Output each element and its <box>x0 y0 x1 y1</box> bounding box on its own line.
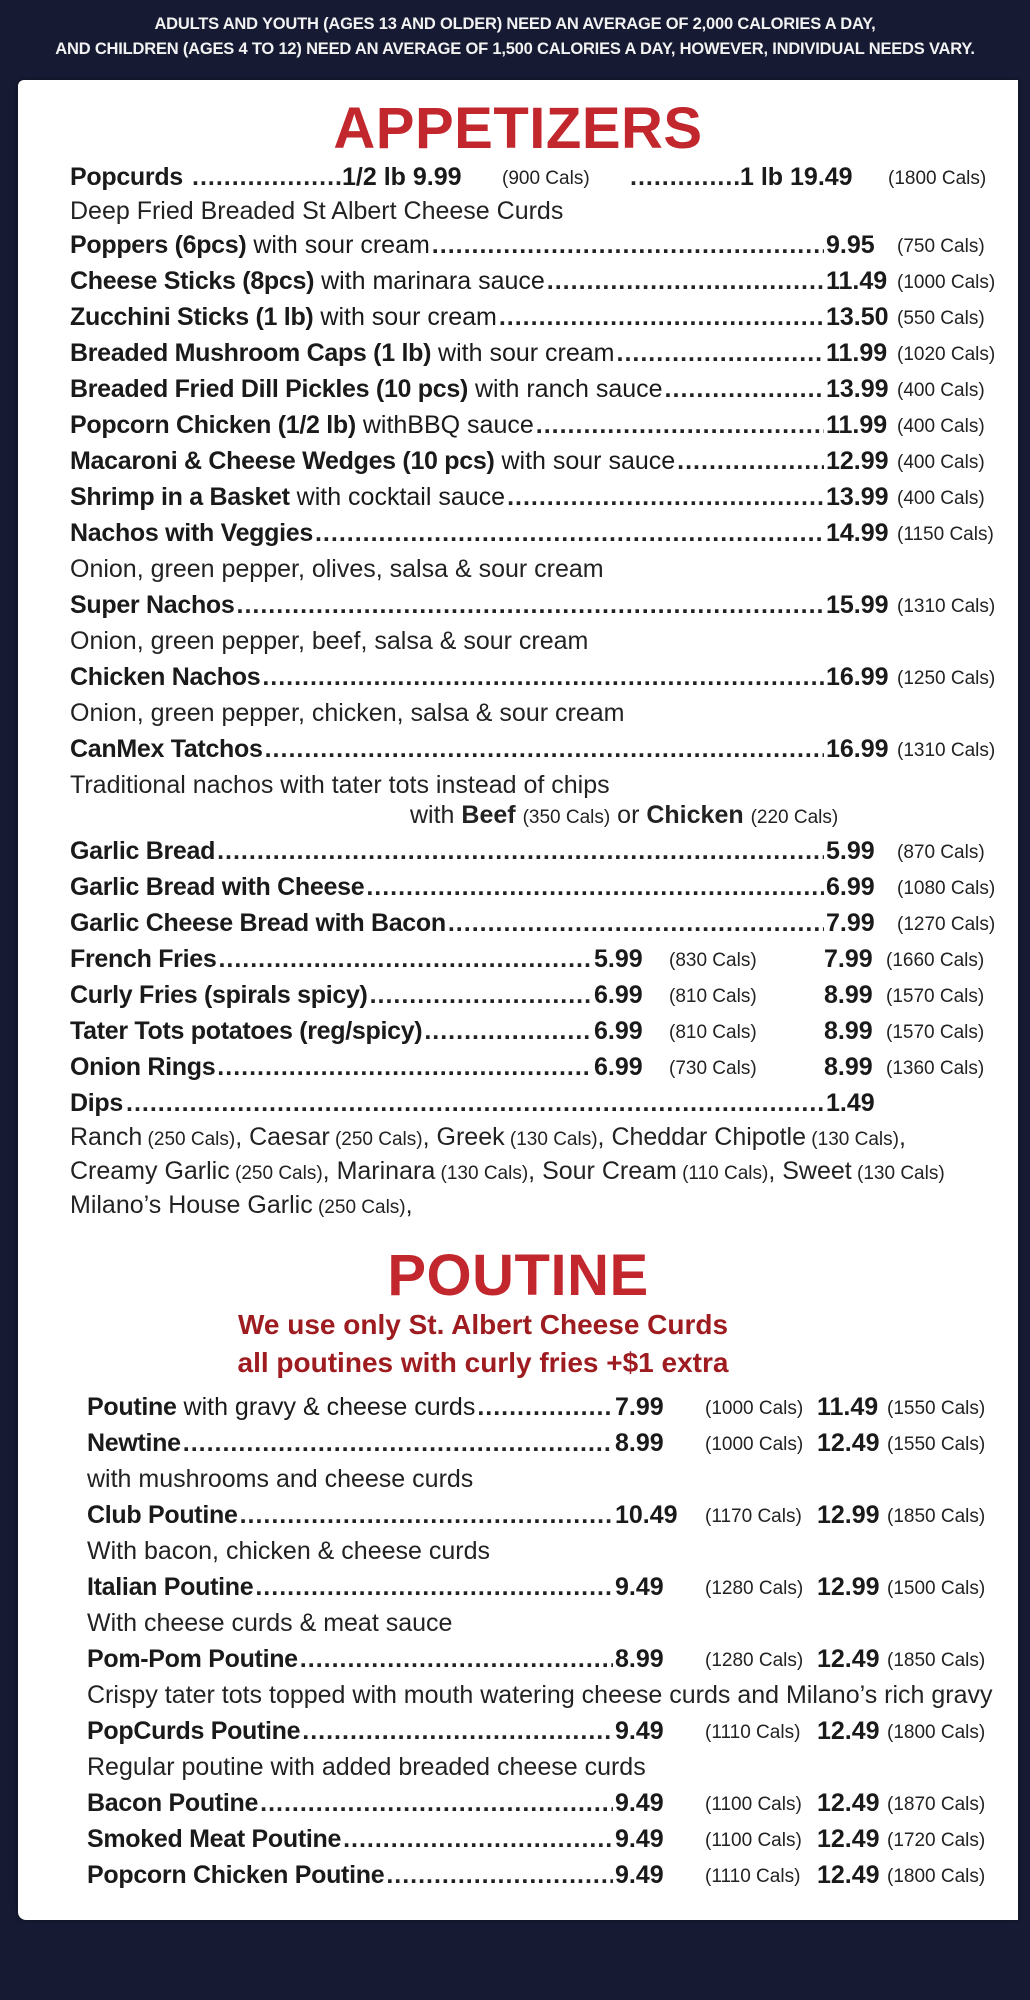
item-name: Zucchini Sticks (1 lb) <box>70 303 314 331</box>
menu-item <box>87 1498 1027 1532</box>
item-price: 16.99 <box>826 735 889 763</box>
item-description: Regular poutine with added breaded cheese curds <box>87 1753 646 1781</box>
item-price: 9.95 <box>826 231 875 259</box>
menu-item <box>70 372 1030 406</box>
item-accompaniment: with gravy & cheese curds <box>176 1393 476 1421</box>
dip-name: Sweet <box>782 1157 852 1185</box>
item-calories-large: (1850 Cals) <box>887 1506 986 1527</box>
item-calories: (1000 Cals) <box>897 272 996 293</box>
menu-item <box>70 516 1030 550</box>
item-name: Chicken Nachos <box>70 663 261 691</box>
item-price-large: 8.99 <box>824 981 873 1009</box>
menu-item <box>87 1714 1027 1748</box>
dot-leader <box>536 408 824 442</box>
dip-calories: (250 Cals) <box>329 1129 423 1150</box>
menu-item <box>70 444 1030 478</box>
dip-flavors-line <box>70 1188 413 1222</box>
item-price-large: 12.49 <box>817 1825 880 1853</box>
menu-item <box>87 1570 1027 1604</box>
item-name: Super Nachos <box>70 591 235 619</box>
menu-item <box>87 1786 1027 1820</box>
item-calories-large: (1570 Cals) <box>886 986 985 1007</box>
dot-leader <box>315 516 824 550</box>
item-calories-large: (1800 Cals) <box>887 1866 986 1887</box>
item-description: Traditional nachos with tater tots instead of chips <box>70 771 610 799</box>
dot-leader <box>432 228 824 262</box>
item-calories-regular: (1100 Cals) <box>705 1794 802 1815</box>
dip-name: Ranch <box>70 1123 143 1151</box>
option-with: with <box>410 801 455 829</box>
menu-item <box>70 732 1030 766</box>
dip-calories: (130 Cals) <box>806 1129 899 1150</box>
option-chicken: Chicken <box>646 801 744 829</box>
dot-leader <box>217 1050 592 1084</box>
item-price-large: 12.49 <box>817 1861 880 1889</box>
item-name: Bacon Poutine <box>87 1789 259 1817</box>
dip-name: Cheddar Chipotle <box>611 1123 807 1151</box>
item-name: French Fries <box>70 945 217 973</box>
item-name: Nachos with Veggies <box>70 519 313 547</box>
item-price: 5.99 <box>826 837 875 865</box>
menu-item <box>70 300 1030 334</box>
item-price-regular: 7.99 <box>615 1393 664 1421</box>
dot-leader <box>366 870 824 904</box>
item-calories-large: (1550 Cals) <box>887 1434 986 1455</box>
item-calories-large: (1660 Cals) <box>886 950 985 971</box>
dot-leader <box>265 732 824 766</box>
dip-calories: (250 Cals) <box>229 1163 323 1184</box>
dip-name: Marinara <box>336 1157 436 1185</box>
item-price-regular: 9.49 <box>615 1861 664 1889</box>
dot-leader <box>300 1642 613 1676</box>
item-calories-regular: (1110 Cals) <box>705 1866 801 1887</box>
item-price: 7.99 <box>826 909 875 937</box>
dot-leader <box>617 336 825 370</box>
item-price: 1/2 lb 9.99 <box>342 163 462 191</box>
dip-calories: (250 Cals) <box>142 1129 236 1150</box>
dot-leader <box>386 1858 613 1892</box>
item-description: Onion, green pepper, beef, salsa & sour cream <box>70 627 589 655</box>
item-accompaniment: with ranch sauce <box>468 375 663 403</box>
item-description: Onion, green pepper, olives, salsa & sour cream <box>70 555 604 583</box>
item-description: Deep Fried Breaded St Albert Cheese Curds <box>70 197 564 225</box>
item-price-large: 11.49 <box>817 1393 879 1421</box>
item-price: 15.99 <box>826 591 889 619</box>
dot-leader <box>507 480 824 514</box>
dot-leader <box>192 160 342 194</box>
dip-calories: (130 Cals) <box>851 1163 945 1184</box>
item-description: Onion, green pepper, chicken, salsa & sour cream <box>70 699 625 727</box>
dip-name: Milano’s House Garlic <box>70 1191 313 1219</box>
item-name: Italian Poutine <box>87 1573 254 1601</box>
item-calories: (400 Cals) <box>897 416 985 437</box>
item-name: Shrimp in a Basket <box>70 483 290 511</box>
item-calories: (1250 Cals) <box>897 668 996 689</box>
separator: , <box>597 1123 612 1151</box>
menu-item <box>70 264 1030 298</box>
menu-item <box>70 978 1026 1012</box>
item-calories: (900 Cals) <box>502 168 590 189</box>
item-calories-regular: (1110 Cals) <box>705 1722 801 1743</box>
dip-name: Greek <box>436 1123 505 1151</box>
item-calories: (550 Cals) <box>897 308 985 329</box>
item-accompaniment: with cocktail sauce <box>289 483 506 511</box>
item-price-regular: 8.99 <box>615 1429 664 1457</box>
item-name: Poutine <box>87 1393 177 1421</box>
item-calories-regular: (1100 Cals) <box>705 1830 802 1851</box>
item-price-large: 8.99 <box>824 1017 873 1045</box>
item-price: 13.99 <box>826 375 889 403</box>
separator: , <box>528 1157 543 1185</box>
item-price-large: 7.99 <box>824 945 873 973</box>
item-price-large: 8.99 <box>824 1053 873 1081</box>
item-price-regular: 6.99 <box>594 1017 643 1045</box>
menu-item-popcurds <box>70 160 987 194</box>
item-price-regular: 8.99 <box>615 1645 664 1673</box>
menu-item <box>70 408 1030 442</box>
menu-item <box>70 1014 1026 1048</box>
item-price-regular: 5.99 <box>594 945 643 973</box>
dot-leader <box>262 660 824 694</box>
item-name: Breaded Fried Dill Pickles (10 pcs) <box>70 375 468 403</box>
separator: , <box>405 1191 413 1219</box>
item-calories: (1270 Cals) <box>897 914 996 935</box>
item-name: Onion Rings <box>70 1053 216 1081</box>
dip-calories: (110 Cals) <box>676 1163 769 1184</box>
option-or: or <box>617 801 640 829</box>
option-calories: (220 Cals) <box>750 807 839 828</box>
dot-leader <box>217 834 824 868</box>
item-accompaniment: with sour cream <box>246 231 430 259</box>
item-name: Dips <box>70 1089 123 1117</box>
item-price: 6.99 <box>826 873 875 901</box>
item-name: CanMex Tatchos <box>70 735 263 763</box>
item-calories-regular: (1000 Cals) <box>705 1434 804 1455</box>
separator: , <box>235 1123 250 1151</box>
item-name: Cheese Sticks (8pcs) <box>70 267 315 295</box>
dot-leader <box>477 1390 613 1424</box>
dot-leader <box>665 372 824 406</box>
item-description: With cheese curds & meat sauce <box>87 1609 453 1637</box>
menu-item-dips <box>70 1086 970 1120</box>
calorie-notice-line: AND CHILDREN (AGES 4 TO 12) NEED AN AVERAGE OF 1,500 CALORIES A DAY, HOWEVER, INDIVIDUAL NEEDS VARY. <box>55 40 975 58</box>
menu-item <box>70 480 1030 514</box>
item-name: Popcorn Chicken (1/2 lb) <box>70 411 356 439</box>
item-calories: (400 Cals) <box>897 380 985 401</box>
item-calories-regular: (830 Cals) <box>669 950 757 971</box>
dip-flavors-line <box>70 1120 906 1154</box>
menu-item <box>70 870 1030 904</box>
item-name: Newtine <box>87 1429 181 1457</box>
item-price-regular: 10.49 <box>615 1501 678 1529</box>
dot-leader <box>343 1822 613 1856</box>
item-calories: (1150 Cals) <box>897 524 994 545</box>
item-name: Popcorn Chicken Poutine <box>87 1861 385 1889</box>
menu-item <box>87 1390 1027 1424</box>
item-calories: (1080 Cals) <box>897 878 996 899</box>
item-calories: (1800 Cals) <box>888 168 987 189</box>
calorie-notice-line: ADULTS AND YOUTH (AGES 13 AND OLDER) NEED AN AVERAGE OF 2,000 CALORIES A DAY, <box>154 15 876 33</box>
item-price-large: 12.99 <box>817 1573 880 1601</box>
dot-leader <box>255 1570 613 1604</box>
dot-leader <box>424 1014 592 1048</box>
item-calories-large: (1550 Cals) <box>887 1398 986 1419</box>
menu-item <box>70 1050 1026 1084</box>
item-accompaniment: with sour cream <box>431 339 615 367</box>
item-calories-regular: (810 Cals) <box>669 986 757 1007</box>
separator: , <box>322 1157 337 1185</box>
item-calories-regular: (1280 Cals) <box>705 1650 804 1671</box>
item-name: Tater Tots potatoes (reg/spicy) <box>70 1017 423 1045</box>
dot-leader <box>260 1786 613 1820</box>
item-calories: (750 Cals) <box>897 236 985 257</box>
item-price-regular: 9.49 <box>615 1825 664 1853</box>
item-accompaniment: with sour sauce <box>494 447 676 475</box>
poutine-note: We use only St. Albert Cheese Curds <box>237 1309 729 1340</box>
poutine-note: all poutines with curly fries +$1 extra <box>237 1347 729 1378</box>
menu-item <box>87 1426 1027 1460</box>
item-price: 11.99 <box>826 339 888 367</box>
appetizers-title: APPETIZERS <box>333 96 703 161</box>
item-name: Pom-Pom Poutine <box>87 1645 298 1673</box>
item-calories: (1310 Cals) <box>897 740 996 761</box>
item-price-regular: 6.99 <box>594 981 643 1009</box>
dot-leader <box>370 978 592 1012</box>
dot-leader <box>183 1426 613 1460</box>
menu-page <box>18 80 1018 1920</box>
item-calories-regular: (1000 Cals) <box>705 1398 804 1419</box>
dot-leader <box>448 906 824 940</box>
item-calories: (400 Cals) <box>897 488 985 509</box>
dip-name: Creamy Garlic <box>70 1157 230 1185</box>
dot-leader <box>237 588 824 622</box>
item-price-regular: 9.49 <box>615 1717 664 1745</box>
menu-item <box>70 906 1030 940</box>
item-calories: (1310 Cals) <box>897 596 996 617</box>
item-calories-large: (1850 Cals) <box>887 1650 986 1671</box>
dot-leader <box>218 942 592 976</box>
menu-item <box>87 1642 1027 1676</box>
calorie-notice <box>0 12 1030 62</box>
item-calories-large: (1870 Cals) <box>887 1794 986 1815</box>
dot-leader <box>126 1086 826 1120</box>
item-description: Crispy tater tots topped with mouth watering cheese curds and Milano’s rich gravy <box>87 1681 993 1709</box>
item-calories: (870 Cals) <box>897 842 985 863</box>
item-price-large: 12.49 <box>817 1429 880 1457</box>
item-price: 1 lb 19.49 <box>740 163 853 191</box>
item-name: Garlic Cheese Bread with Bacon <box>70 909 446 937</box>
dip-name: Sour Cream <box>542 1157 677 1185</box>
dip-flavors-line <box>70 1154 945 1188</box>
dot-leader <box>499 300 824 334</box>
item-calories-large: (1500 Cals) <box>887 1578 986 1599</box>
item-calories-regular: (730 Cals) <box>669 1058 757 1079</box>
item-name: Smoked Meat Poutine <box>87 1825 342 1853</box>
item-price-large: 12.49 <box>817 1645 880 1673</box>
item-name: Poppers (6pcs) <box>70 231 247 259</box>
item-price-large: 12.49 <box>817 1717 880 1745</box>
item-calories: (400 Cals) <box>897 452 985 473</box>
item-price: 12.99 <box>826 447 889 475</box>
item-name: PopCurds Poutine <box>87 1717 301 1745</box>
item-calories-large: (1360 Cals) <box>886 1058 985 1079</box>
item-name: Garlic Bread <box>70 837 216 865</box>
item-accompaniment: withBBQ sauce <box>355 411 534 439</box>
item-price-regular: 6.99 <box>594 1053 643 1081</box>
item-description: with mushrooms and cheese curds <box>87 1465 474 1493</box>
item-calories-large: (1800 Cals) <box>887 1722 986 1743</box>
item-accompaniment: with sour cream <box>313 303 497 331</box>
separator: , <box>422 1123 437 1151</box>
item-price: 16.99 <box>826 663 889 691</box>
menu-item <box>70 336 1030 370</box>
item-price: 13.99 <box>826 483 889 511</box>
item-price: 1.49 <box>826 1089 875 1117</box>
item-name: Club Poutine <box>87 1501 238 1529</box>
item-name: Curly Fries (spirals spicy) <box>70 981 368 1009</box>
item-price-regular: 9.49 <box>615 1573 664 1601</box>
item-price-large: 12.99 <box>817 1501 880 1529</box>
menu-item <box>87 1858 1027 1892</box>
dip-calories: (130 Cals) <box>435 1163 529 1184</box>
item-name: Popcurds <box>70 163 183 191</box>
menu-item <box>70 942 1026 976</box>
option-beef: Beef <box>461 801 516 829</box>
dot-leader <box>630 160 740 194</box>
item-price-regular: 9.49 <box>615 1789 664 1817</box>
item-price: 13.50 <box>826 303 889 331</box>
tatchos-options <box>410 798 838 832</box>
menu-item <box>70 834 1030 868</box>
item-name: Garlic Bread with Cheese <box>70 873 365 901</box>
item-price: 11.99 <box>826 411 888 439</box>
menu-item <box>87 1822 1027 1856</box>
menu-item <box>70 228 1030 262</box>
item-calories-regular: (1170 Cals) <box>705 1506 802 1527</box>
item-calories: (1020 Cals) <box>897 344 996 365</box>
dot-leader <box>547 264 824 298</box>
dip-calories: (130 Cals) <box>504 1129 598 1150</box>
dot-leader <box>677 444 824 478</box>
option-calories: (350 Cals) <box>522 807 611 828</box>
menu-item <box>70 588 1030 622</box>
item-calories-regular: (810 Cals) <box>669 1022 757 1043</box>
poutine-title: POUTINE <box>387 1243 649 1308</box>
dot-leader <box>302 1714 613 1748</box>
item-accompaniment: with marinara sauce <box>314 267 545 295</box>
dip-name: Caesar <box>249 1123 330 1151</box>
dot-leader <box>240 1498 613 1532</box>
item-price-large: 12.49 <box>817 1789 880 1817</box>
item-name: Breaded Mushroom Caps (1 lb) <box>70 339 432 367</box>
item-calories-large: (1720 Cals) <box>887 1830 986 1851</box>
item-name: Macaroni & Cheese Wedges (10 pcs) <box>70 447 495 475</box>
item-calories-large: (1570 Cals) <box>886 1022 985 1043</box>
item-calories-regular: (1280 Cals) <box>705 1578 804 1599</box>
separator: , <box>898 1123 906 1151</box>
item-price: 11.49 <box>826 267 888 295</box>
menu-item <box>70 660 1030 694</box>
separator: , <box>768 1157 783 1185</box>
dip-calories: (250 Cals) <box>312 1197 406 1218</box>
item-price: 14.99 <box>826 519 889 547</box>
item-description: With bacon, chicken & cheese curds <box>87 1537 490 1565</box>
